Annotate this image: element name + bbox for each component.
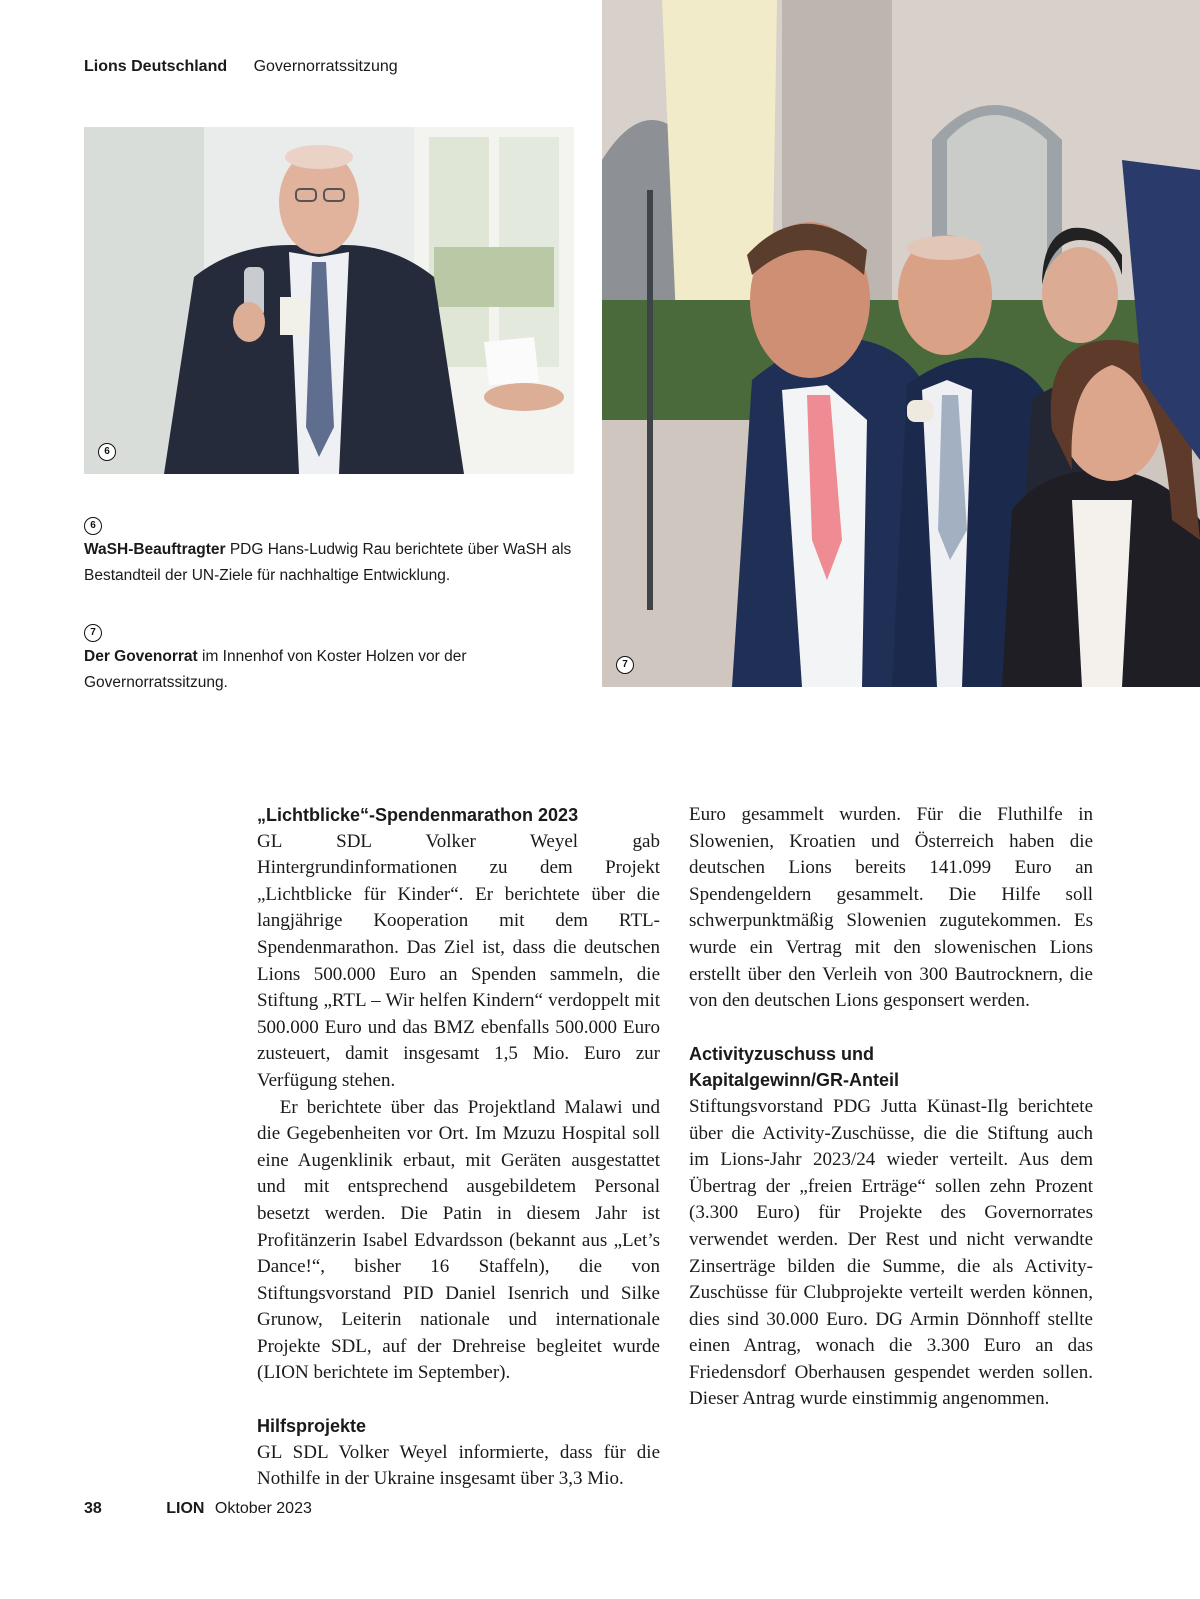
- paragraph: GL SDL Volker Weyel informierte, dass für die Nothilfe in der Ukraine insgesamt über 3,3 Mio.: [257, 1441, 660, 1490]
- heading-hilfsprojekte: Hilfsprojekte: [257, 1416, 367, 1437]
- heading-activityzuschuss: [689, 1041, 1093, 1094]
- caption-number-badge: 6: [84, 517, 102, 535]
- section-label: Lions Deutschland: [84, 58, 228, 75]
- heading-line: Activityzuschuss und: [689, 1043, 875, 1064]
- article-column-1: [257, 802, 660, 1493]
- page-number: 38: [84, 1500, 102, 1517]
- page-footer: [84, 1500, 312, 1518]
- running-header: [84, 58, 398, 76]
- paragraph: Stiftungsvorstand PDG Jutta Künast-Ilg berichtete über die Activity-Zuschüsse, die die Stiftung auch im Lions-Jahr 2023/24 wieder verteilt. Aus dem Übertrag der „freien Erträge“ sollen zehn Prozent (3.300 Euro) für Projekte des Governorrates verwendet werden. Der Rest und nicht verwandte Zinserträge bilden die Summe, die als Activity-Zuschüsse für Clubprojekte verteilt werden können, dies sind 30.000 Euro. DG Armin Dönnhoff stellte einen Antrag, wonach die 3.300 Euro an das Friedensdorf Oberhausen gespendet werden sollen. Dieser Antrag wurde einstimmig angenommen.: [689, 1095, 1093, 1410]
- magazine-name: LION: [166, 1500, 205, 1517]
- paragraph: GL SDL Volker Weyel gab Hintergrundinformationen zu dem Projekt „Lichtblicke für Kinder“. Er berichtete über die langjährige Kooperation mit dem RTL-Spendenmarathon. Das Ziel ist, dass die deutschen Lions 500.000 Euro an Spenden sammeln, die Stiftung „RTL – Wir helfen Kindern“ verdoppelt mit 500.000 Euro und das BMZ ebenfalls 500.000 Euro zusteuert, damit insgesamt 1,5 Mio. Euro zur Verfügung stehen.: [257, 830, 660, 1091]
- paragraph: Er berichtete über das Projektland Malawi und die Gegebenheiten vor Ort. Im Mzuzu Hospital soll eine Augenklinik erbaut, mit Geräten ausgestattet und mit entsprechend ausgebildetem Personal besetzt werden. Die Patin in diesem Jahr ist Profitänzerin Isabel Edvardsson (bekannt aus „Let’s Dance!“, bisher 16 Staffeln), die von Stiftungsvorstand PID Daniel Isenrich und Silke Grunow, Leiterin nationale und internationale Projekte SDL, auf der Drehreise begleitet wurde (LION berichtete im September).: [257, 1096, 660, 1384]
- heading-line: Kapitalgewinn/GR-Anteil: [689, 1070, 900, 1091]
- caption-6: [84, 511, 584, 589]
- paragraph: Euro gesammelt wurden. Für die Fluthilfe in Slowenien, Kroatien und Österreich haben die deutschen Lions bereits 141.099 Euro an Spendengeldern gesammelt. Die Hilfe soll schwerpunktmäßig Slowenien zugutekommen. Es wurde ein Vertrag mit den slowenischen Lions erstellt über den Verleih von 300 Bautrocknern, die von den deutschen Lions gesponsert werden.: [689, 804, 1093, 1012]
- caption-text: im Innenhof von Koster Holzen vor der Governorratssitzung.: [84, 648, 467, 691]
- article-column-2: [689, 802, 1093, 1413]
- photo-number-badge: 6: [98, 443, 116, 461]
- caption-7: [84, 618, 534, 696]
- photo-speaker: [84, 127, 574, 474]
- heading-lichtblicke: „Lichtblicke“-Spendenmarathon 2023: [257, 805, 579, 825]
- photo-governor-council: [602, 0, 1200, 687]
- caption-text: PDG Hans-Ludwig Rau berichtete über WaSH als Bestandteil der UN-Ziele für nachhaltige Entwicklung.: [84, 541, 572, 584]
- issue-date: Oktober 2023: [214, 1500, 312, 1517]
- caption-number-badge: 7: [84, 624, 102, 642]
- caption-lead: Der Govenorrat: [84, 648, 198, 665]
- topic-label: Governorratssitzung: [253, 58, 398, 75]
- photo-number-badge: 7: [616, 656, 634, 674]
- caption-lead: WaSH-Beauftragter: [84, 541, 226, 558]
